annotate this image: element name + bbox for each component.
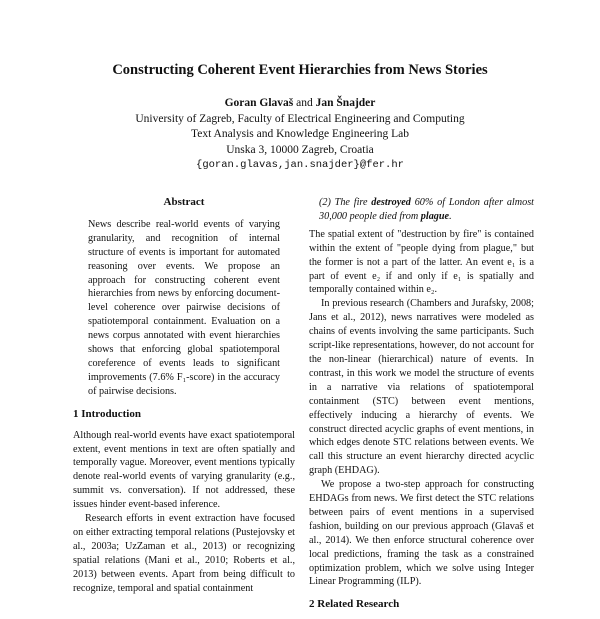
affiliation-lab: Text Analysis and Knowledge Engineering Lab: [191, 128, 409, 140]
address: Unska 3, 10000 Zagreb, Croatia: [226, 143, 374, 156]
example-bold: plague: [420, 210, 450, 222]
example-text: 60% of London after almost 30,000 people died from: [319, 197, 534, 222]
paper-title: Constructing Coherent Event Hierarchies from News Stories: [112, 62, 488, 78]
right-column: [309, 196, 534, 619]
author-name: Jan Šnajder: [315, 97, 376, 109]
body-paragraph: We propose a two-step approach for constructing EHDAGs from news. We first detect the STC relations between pairs of event mentions in a supervised fashion, building on our previous approach (Glavaš et al., 2014). We then enforce structural coherence over local predictions, framing the task as a constrained optimization problem, which we solve using Integer Linear Programming (ILP).: [309, 479, 534, 588]
body-paragraph: The spatial extent of "destruction by fire" is contained within the extent of "people dying from plague," but the former is not a part of the latter. An event e₁ is a part of event e₂ if and only if e₁ is spatially and temporally contained within e₂.: [309, 228, 534, 296]
author-name: Goran Glavaš: [224, 97, 294, 109]
email: {goran.glavas,jan.snajder}@fer.hr: [196, 159, 404, 171]
section-heading-related-research: 2 Related Research: [309, 598, 400, 611]
intro-paragraph: Although real-world events have exact spatiotemporal extent, event mentions in text are often spatially and temporally vague. Moreover, event mentions typically denote real-world events of varying granularity (e.g., summit vs. conversation). If not addressed, these issues hinder event-based inference.: [73, 429, 295, 511]
example-text: .: [449, 210, 452, 222]
section-heading-introduction: 1 Introduction: [73, 407, 141, 420]
example-bold: destroyed: [371, 197, 411, 208]
author-block: [0, 96, 600, 174]
example-sentence: [309, 196, 534, 224]
author-conjunction: and: [296, 97, 313, 109]
abstract-heading: Abstract: [163, 196, 205, 208]
affiliation: University of Zagreb, Faculty of Electrical Engineering and Computing: [135, 112, 465, 125]
left-column: [73, 196, 295, 595]
intro-paragraph: Research efforts in event extraction have focused on either extracting temporal relations (Pustejovsky et al., 2003a; UzZaman et al., 2013) or recognizing spatial relations (Mani et al., 2010; Roberts et al., 2013) between events. Apart from being difficult to recognize, temporal and spatial containment: [73, 513, 295, 594]
body-paragraph: In previous research (Chambers and Jurafsky, 2008; Jans et al., 2012), news narratives were modeled as chains of events involving the same participants. Such script-like representations, however, do not account for the non-linear (hierarchical) nature of events. In contrast, in this work we model the structure of events in a narrative via relations of spatiotemporal containment (STC) between event mentions, effectively inducing a hierarchy of events. We construct directed acyclic graphs of event mentions, in which edges denote STC relations between events. We call this structure an event hierarchy directed acyclic graph (EHDAG).: [309, 298, 534, 477]
example-text: (2) The fire: [319, 197, 372, 208]
abstract-text: News describe real-world events of varying granularity, and recognition of internal structure of events is important for automated reasoning over events. We propose an approach for constructing coherent event hierarchies from news by enforcing document-level coherence over pairwise decisions of spatiotemporal containment. Evaluation on a news corpus annotated with event hierarchies shows that enforcing global spatiotemporal coreference of events leads to significant improvements (7.6% F₁-score) in the accuracy of pairwise decisions.: [88, 218, 280, 397]
